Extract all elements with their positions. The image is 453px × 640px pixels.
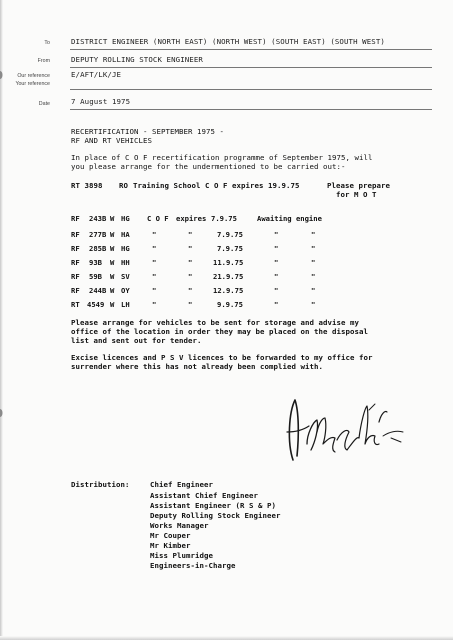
to-value: DISTRICT ENGINEER (NORTH EAST) (NORTH WEST) (SOUTH EAST) (SOUTH WEST): [71, 37, 385, 46]
scan-edge-bottom: [0, 636, 453, 640]
list-item: Engineers-in-Charge: [150, 561, 236, 570]
intro-line-1: In place of C O F recertification programme of September 1975, will: [71, 153, 373, 162]
list-item: Deputy Rolling Stock Engineer: [150, 511, 281, 520]
your-reference-label: Your reference: [15, 81, 50, 87]
from-value: DEPUTY ROLLING STOCK ENGINEER: [71, 55, 203, 64]
from-rule: [70, 67, 432, 68]
to-label: To: [44, 40, 50, 46]
para1-line-1: Please arrange for vehicles to be sent for storage and advise my: [71, 318, 359, 327]
date-value: 7 August 1975: [71, 97, 131, 106]
rt-row-prepare: Please prepare: [327, 181, 390, 190]
para2-line-2: surrender where this has not already been complied with.: [71, 362, 323, 371]
punch-hole-bottom-icon: [0, 408, 4, 418]
from-label: From: [37, 58, 50, 64]
distribution-label: Distribution:: [71, 480, 130, 489]
para1-line-3: list and sent out for tender.: [71, 336, 202, 345]
para1-line-2: office of the location in order they may be placed on the disposal: [71, 327, 368, 336]
intro-line-2: you please arrange for the undermentioned to be carried out:-: [71, 162, 346, 171]
to-rule: [70, 49, 432, 50]
list-item: Works Manager: [150, 521, 209, 530]
rt-row-garage: RO: [119, 181, 128, 190]
list-item: Miss Plumridge: [150, 551, 213, 560]
list-item: Assistant Engineer (R S & P): [150, 501, 276, 510]
rt-row-vehicle: RT 3898: [71, 181, 103, 190]
reference-rule: [70, 89, 432, 90]
letter-page: To DISTRICT ENGINEER (NORTH EAST) (NORTH WEST) (SOUTH EAST) (SOUTH WEST) From DEPUTY ROLLING STOCK ENGINEER Our reference E/AFT/LK/JE Your reference Date 7 August 1975 RECERTIFICATION - SEPTEMBER 1975 - RF AND RT VEHICLES In place of C O F recertification programme of September 1975, will you please arrange for the undermentioned to be carried out:- RT 3898 RO Training School C O F expires 19.9.75 Please prepare for M O T RF 243B W HG C O F expires 7.9.75 Awaiting engine RF 277B W HA " " 7.9.75 " " RF 285B W HG " " 7.9.75 " " RF 93B W HH " " 11.9.75 " " RF 59B W SV " " 21.9.75 " " RF 244B W OY " " 12.9.75 " " RT 4549 W LH " " 9.9.75 " " Please arrange for vehicles to be sent for storage and advise my office of the location in order they may be placed on the disposal list and sent out for tender. Excise licences and P S V licences to be forwarded to my office for surrender where this has not already been complied with. Distribution: Chief Engineer Assistant Chief Engineer Assistant Engineer (R S & P) Deputy Rolling Stock Engineer Works Manager Mr Couper Mr Kimber Miss Plumridge Engineers-in-Charge: [0, 0, 453, 640]
date-label: Date: [38, 101, 50, 107]
scan-edge: [0, 0, 3, 640]
list-item: Mr Kimber: [150, 541, 191, 550]
our-reference-value: E/AFT/LK/JE: [71, 70, 122, 79]
subject-line-1: RECERTIFICATION - SEPTEMBER 1975 -: [71, 127, 224, 136]
our-reference-label: Our reference: [17, 73, 50, 79]
rt-row-mot: for M O T: [336, 190, 377, 199]
subject-line-2: RF AND RT VEHICLES: [71, 136, 152, 145]
rt-row-text: Training School C O F expires 19.9.75: [133, 181, 300, 190]
list-item: Mr Couper: [150, 531, 191, 540]
date-rule: [70, 109, 432, 110]
list-item: Chief Engineer: [150, 480, 213, 489]
para2-line-1: Excise licences and P S V licences to be forwarded to my office for: [71, 353, 373, 362]
handwritten-signature-icon: [283, 392, 408, 474]
list-item: Assistant Chief Engineer: [150, 491, 258, 500]
